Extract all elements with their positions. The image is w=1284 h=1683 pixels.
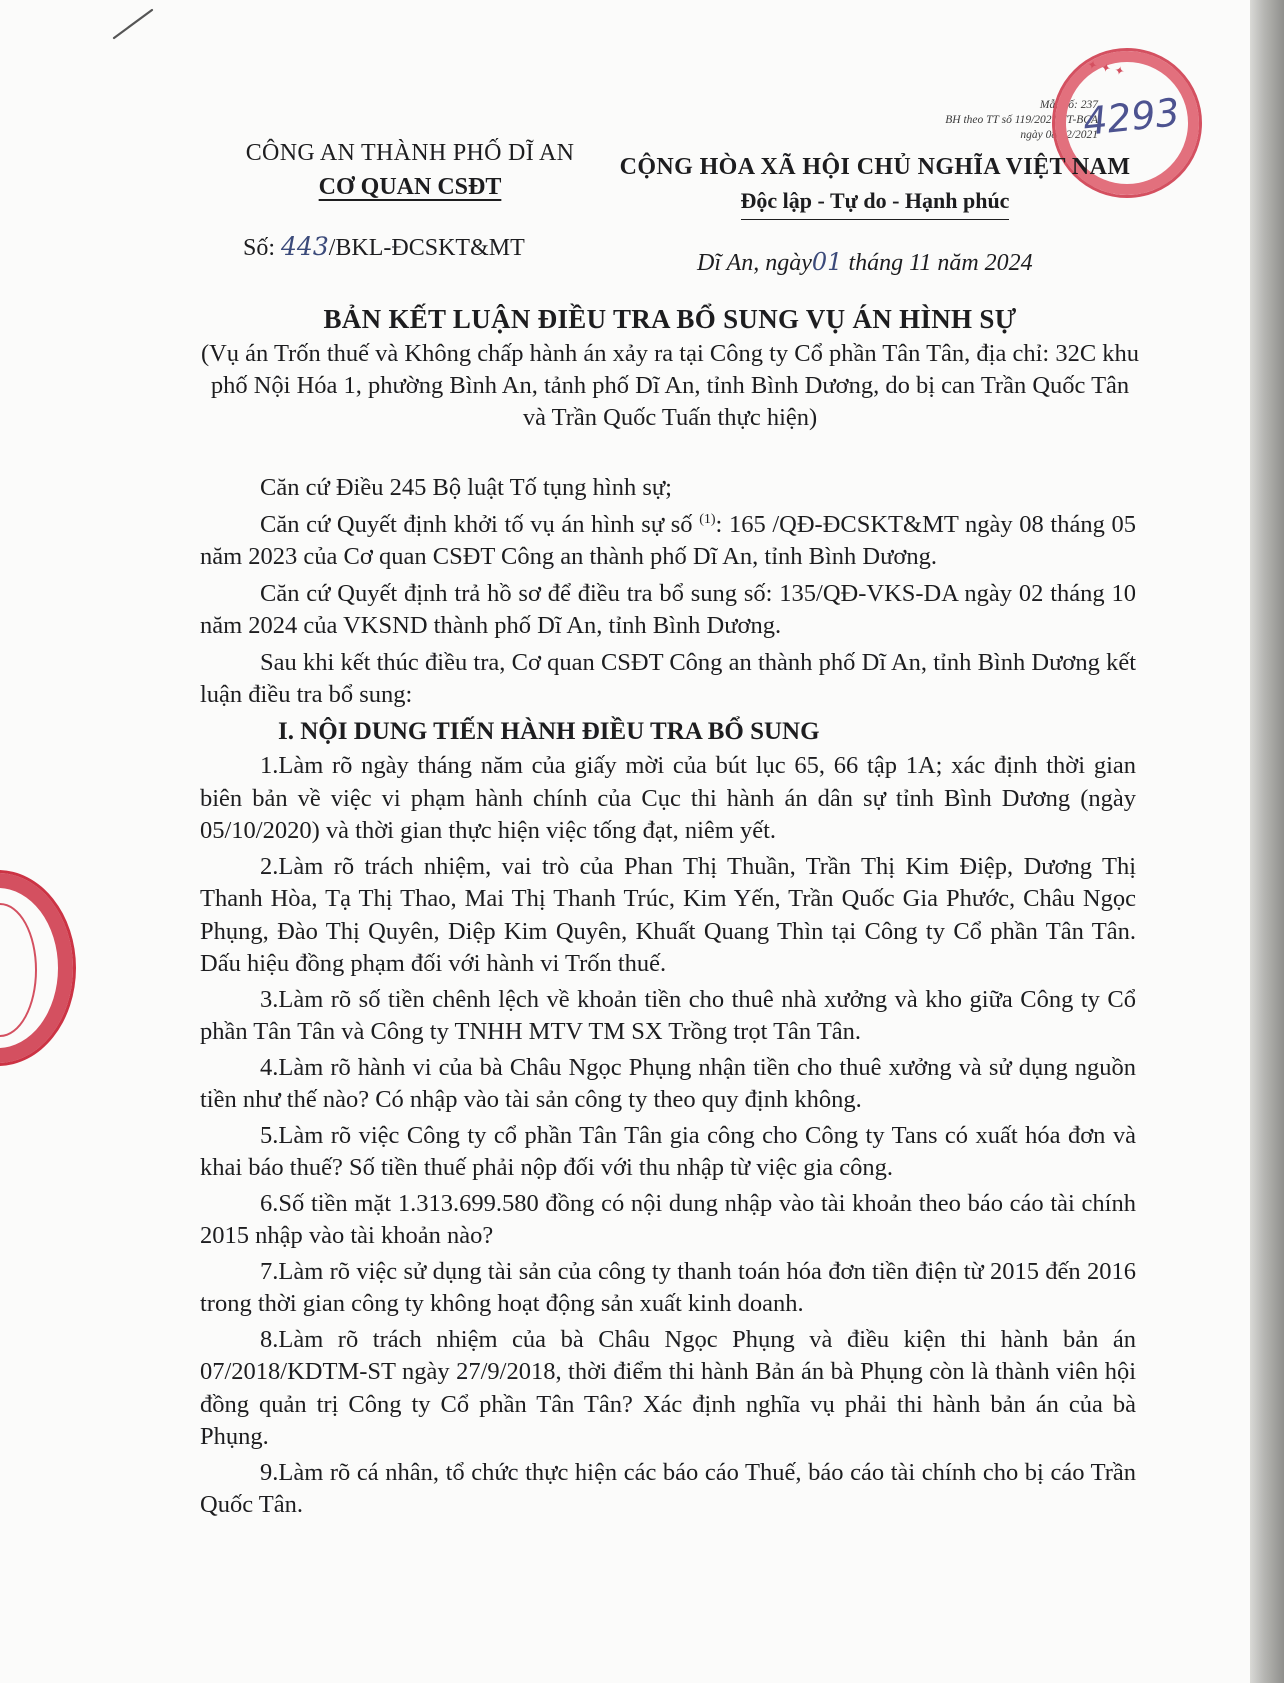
footnote-ref: (1) — [699, 511, 716, 527]
list-item: 4.Làm rõ hành vi của bà Châu Ngọc Phụng nhận tiền cho thuê xưởng và sử dụng nguồn tiền như thế nào? Có nhập vào tài sản công ty theo quy định không. — [200, 1053, 1136, 1113]
issuing-authority-block — [210, 136, 610, 204]
list-item: 3.Làm rõ số tiền chênh lệch về khoản tiền cho thuê nhà xưởng và kho giữa Công ty Cổ phần Tân Tân và Công ty TNHH MTV TM SX Trồng trọt Tân Tân. — [200, 985, 1136, 1045]
section-heading: I. NỘI DUNG TIẾN HÀNH ĐIỀU TRA BỔ SUNG — [278, 717, 820, 745]
document-date — [697, 248, 1033, 277]
basis-paragraph: Căn cứ Điều 245 Bộ luật Tố tụng hình sự; — [260, 474, 672, 501]
authority-name: CÔNG AN THÀNH PHỐ DĨ AN — [245, 140, 575, 166]
conclusion-intro: Sau khi kết thúc điều tra, Cơ quan CSĐT Công an thành phố Dĩ An, tỉnh Bình Dương kết luận điều tra bổ sung: — [200, 648, 1136, 708]
national-motto: Độc lập - Tự do - Hạnh phúc — [741, 184, 1010, 220]
date-prefix: Dĩ An, ngày — [697, 250, 812, 276]
received-stamp-number: 4293 — [1080, 90, 1182, 144]
document-title: BẢN KẾT LUẬN ĐIỀU TRA BỔ SUNG VỤ ÁN HÌNH SỰ — [323, 304, 1017, 334]
form-circular: BH theo TT số 119/2021/TT-BCA — [945, 114, 1098, 126]
basis-paragraph: Căn cứ Quyết định khởi tố vụ án hình sự số $^{(1)}$: 165 /QĐ-ĐCSKT&MT ngày 08 tháng 05 năm 2023 của Cơ quan CSĐT Công an thành phố Dĩ An, tỉnh Bình Dương. — [200, 510, 1136, 570]
document-number — [243, 232, 525, 262]
document-number-suffix: /BKL-ĐCSKT&MT — [328, 235, 525, 261]
list-item: 1.Làm rõ ngày tháng năm của giấy mời của bút lục 65, 66 tập 1A; xác định thời gian biên bản về việc vi phạm hành chính của Cục thi hành án dân sự tỉnh Bình Dương (ngày 05/10/2020) và thời gian thực hiện việc tống đạt, niêm yết. — [200, 752, 1136, 844]
nation-title: CỘNG HÒA XÃ HỘI CHỦ NGHĨA VIỆT NAM — [619, 154, 1131, 180]
official-seal-inner-ring — [0, 903, 37, 1037]
agency-name: CƠ QUAN CSĐT — [318, 174, 502, 200]
document-body — [200, 472, 1136, 1525]
list-item: 8.Làm rõ trách nhiệm của bà Châu Ngọc Phụng và điều kiện thi hành bản án 07/2018/KDTM-ST ngày 27/9/2018, thời điểm thi hành Bản án bà Phụng còn là thành viên hội đồng quản trị Công ty Cổ phần Tân Tân? Xác định nghĩa vụ phải thi hành bản án của bà Phụng. — [200, 1325, 1136, 1450]
received-stamp-ring-icon: ✦ ✦ ✦ — [1085, 57, 1126, 79]
form-date: ngày 08/12/2021 — [1020, 129, 1098, 141]
page-edge-shadow — [1250, 0, 1284, 1683]
document-number-prefix: Số: — [243, 235, 276, 261]
document-title-block — [200, 300, 1140, 434]
basis-paragraph: Căn cứ Quyết định trả hồ sơ để điều tra bổ sung số: 135/QĐ-VKS-DA ngày 02 tháng 10 năm 2024 của VKSND thành phố Dĩ An, tỉnh Bình Dương. — [200, 579, 1136, 639]
list-item: 7.Làm rõ việc sử dụng tài sản của công ty thanh toán hóa đơn tiền điện từ 2015 đến 2016 trong thời gian công ty không hoạt động sản xuất kinh doanh. — [200, 1257, 1136, 1317]
document-number-handwritten: 443 — [281, 232, 329, 261]
pen-stroke-mark — [112, 8, 154, 40]
list-item: 9.Làm rõ cá nhân, tổ chức thực hiện các báo cáo Thuế, báo cáo tài chính cho bị cáo Trần Quốc Tân. — [200, 1458, 1136, 1518]
official-seal-partial — [0, 870, 76, 1066]
list-item: 5.Làm rõ việc Công ty cổ phần Tân Tân gia công cho Công ty Tans có xuất hóa đơn và khai báo thuế? Số tiền thuế phải nộp đối với thu nhập từ việc gia công. — [200, 1121, 1136, 1181]
national-header-block — [615, 150, 1135, 220]
list-item: 2.Làm rõ trách nhiệm, vai trò của Phan Thị Thuần, Trần Thị Kim Điệp, Dương Thị Thanh Hòa, Tạ Thị Thao, Mai Thị Thanh Trúc, Kim Yến, Trần Quốc Gia Phước, Châu Ngọc Phụng, Đào Thị Quyên, Diệp Kim Quyên, Khuất Quang Thìn tại Công ty Cổ phần Tân Tân. Dấu hiệu đồng phạm đối với hành vi Trốn thuế. — [200, 852, 1136, 977]
document-subtitle: (Vụ án Trốn thuế và Không chấp hành án xảy ra tại Công ty Cổ phần Tân Tân, địa chỉ: 32C khu phố Nội Hóa 1, phường Bình An, tảnh phố Dĩ An, tỉnh Bình Dương, do bị can Trần Quốc Tân và Trần Quốc Tuấn thực hiện) — [200, 340, 1140, 431]
date-suffix: tháng 11 năm 2024 — [842, 250, 1033, 276]
date-day-handwritten: 01 — [811, 248, 843, 276]
form-number: Mẫu số: 237 — [1039, 99, 1098, 111]
list-item: 6.Số tiền mặt 1.313.699.580 đồng có nội dung nhập vào tài khoản theo báo cáo tài chính 2015 nhập vào tài khoản nào? — [200, 1189, 1136, 1249]
